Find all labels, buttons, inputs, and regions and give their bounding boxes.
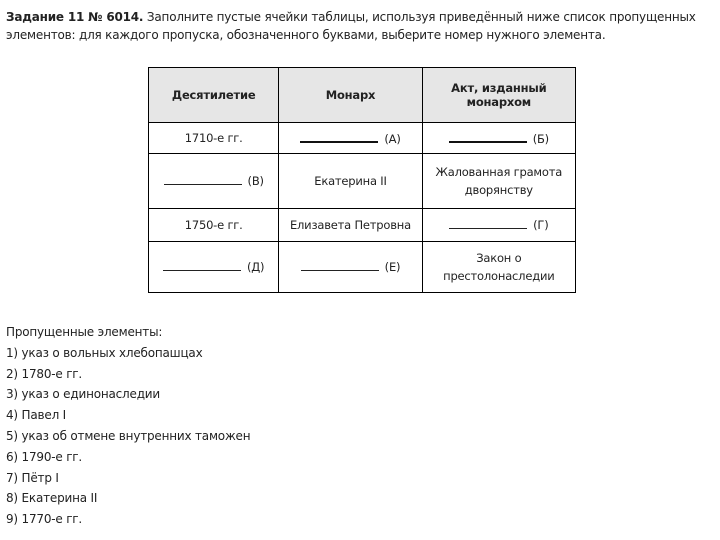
task-header	[6, 8, 718, 44]
cell-act	[422, 123, 575, 154]
blank-letter: (Д)	[246, 260, 265, 274]
cell-monarch: Екатерина II	[279, 154, 422, 209]
list-item: 9) 1770-е гг.	[6, 512, 83, 527]
cell-monarch	[279, 123, 422, 154]
missing-elements-title: Пропущенные элементы:	[6, 325, 163, 339]
cell-decade	[149, 242, 279, 293]
task-title: Задание 11 № 6014.	[6, 10, 144, 24]
list-item: 3) указ о единонаследии	[6, 387, 160, 402]
task-text: Заполните пустые ячейки таблицы, используя приведённый ниже список пропущенных элементов: для каждого пропуска, обозначенного буквами, выберите номер нужного элемента.	[6, 10, 696, 42]
table-row	[149, 242, 576, 293]
list-item: 4) Павел I	[6, 408, 66, 423]
list-item: 1) указ о вольных хлебопашцах	[6, 345, 203, 360]
blank-line	[449, 129, 527, 143]
cell-act	[422, 209, 575, 242]
cell-act: Жалованная грамота дворянству	[422, 154, 575, 209]
blank-letter: (А)	[384, 131, 401, 146]
cell-decade	[149, 154, 279, 209]
table-row	[149, 123, 576, 154]
list-item: 8) Екатерина II	[6, 491, 98, 506]
blank-line	[164, 172, 242, 185]
blank-line	[300, 129, 378, 143]
blank-letter: (Г)	[533, 218, 549, 232]
cell-monarch	[279, 242, 422, 293]
blank-line	[163, 258, 241, 271]
list-item: 2) 1780-е гг.	[6, 366, 83, 381]
missing-elements-list	[6, 343, 250, 530]
blank-letter: (Е)	[384, 260, 401, 274]
list-item: 7) Пётр I	[6, 470, 59, 485]
task-table	[148, 67, 576, 293]
blank-line	[301, 258, 379, 271]
table-row	[149, 154, 576, 209]
cell-decade: 1750-е гг.	[149, 209, 279, 242]
cell-act: Закон о престолонаследии	[422, 242, 575, 293]
list-item: 6) 1790-е гг.	[6, 449, 83, 464]
blank-line	[449, 216, 527, 229]
list-item: 5) указ об отмене внутренних таможен	[6, 428, 251, 443]
blank-letter: (Б)	[532, 131, 549, 146]
table-header-row	[149, 68, 576, 123]
missing-elements	[6, 322, 250, 530]
table-row	[149, 209, 576, 242]
header-monarch: Монарх	[279, 68, 422, 123]
header-act: Акт, изданный монархом	[422, 68, 575, 123]
cell-monarch: Елизавета Петровна	[279, 209, 422, 242]
header-decade: Десятилетие	[149, 68, 279, 123]
cell-decade: 1710-е гг.	[149, 123, 279, 154]
blank-letter: (В)	[247, 174, 264, 188]
